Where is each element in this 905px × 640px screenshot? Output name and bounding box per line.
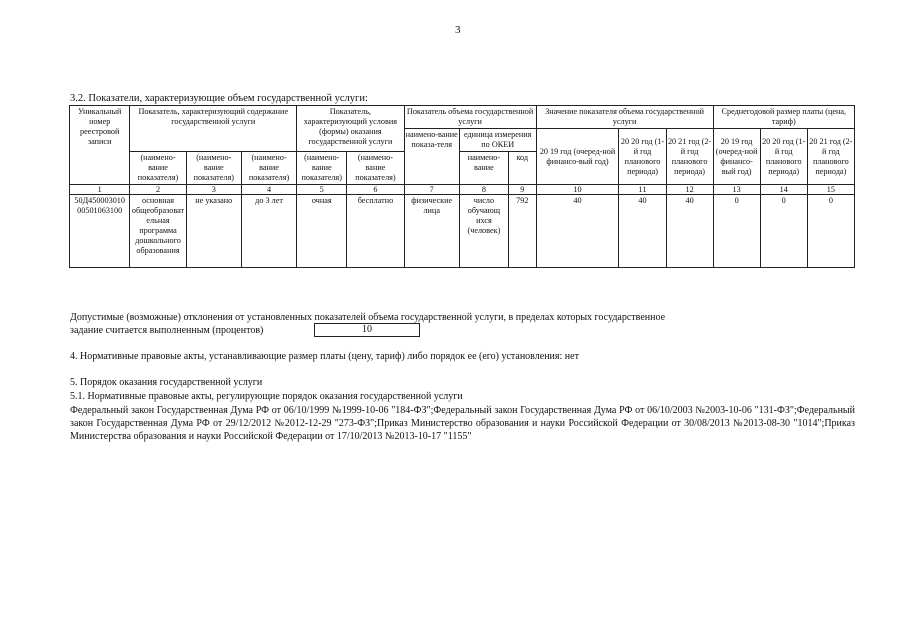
col-number: 3 [186, 185, 241, 195]
header-average-price: Среднегодовой размер платы (цена, тариф) [713, 106, 854, 129]
header-unique-number: Уникальный номер реестровой записи [70, 106, 130, 185]
cell-price-year-2: 0 [760, 195, 807, 268]
cell-program: основная общеобразоват ельная программа дошкольного образования [130, 195, 186, 268]
header-sub-indicator: (наимено-вание показателя) [347, 152, 404, 185]
header-year-3: 20 21 год (2-й год планового периода) [666, 129, 713, 185]
col-number: 1 [70, 185, 130, 195]
header-unit-code: код [508, 152, 536, 185]
col-number: 15 [807, 185, 854, 195]
section-4-text: 4. Нормативные правовые акты, устанавливающие размер платы (цену, тариф) либо порядок ее (его) установления: нет [70, 351, 579, 362]
col-number: 9 [508, 185, 536, 195]
table-row [70, 195, 855, 268]
header-sub-indicator: (наимено-вание показателя) [297, 152, 347, 185]
header-price-year-1: 20 19 год (очеред-ной финансо-вый год) [713, 129, 760, 185]
header-volume-indicator: Показатель объема государственной услуги [404, 106, 536, 129]
col-number: 13 [713, 185, 760, 195]
cell-content-2: не указано [186, 195, 241, 268]
cell-payment: бесплатно [347, 195, 404, 268]
header-price-year-2: 20 20 год (1-й год планового периода) [760, 129, 807, 185]
deviation-value-box: 10 [314, 323, 420, 337]
header-year-1: 20 19 год (очеред-ной финансо-вый год) [536, 129, 619, 185]
col-number: 4 [241, 185, 296, 195]
cell-unit-code: 792 [508, 195, 536, 268]
section-5-1-title: 5.1. Нормативные правовые акты, регулирующие порядок оказания государственной услуги [70, 391, 463, 402]
header-sub-indicator: (наимено-вание показателя) [186, 152, 241, 185]
section-title: 3.2. Показатели, характеризующие объем государственной услуги: [70, 93, 368, 104]
section-5-1-text: Федеральный закон Государственная Дума РФ от 06/10/1999 №1999-10-06 "184-ФЗ";Федеральный закон Государственная Дума РФ от 06/10/2003 №2003-10-06 "131-ФЗ";Федеральный закон Государственная Дума РФ от 29/12/2012 №2012-12-29 "273-ФЗ";Приказ Министерство образования и науки Российской Федерации от 30/08/2013 №2013-08-30 "1014";Приказ Министерства образования и науки Российской Федерации от 17/10/2013 №2013-10-17 "1155" [70, 405, 855, 442]
cell-content-3: до 3 лет [241, 195, 296, 268]
header-sub-indicator: (наимено-вание показателя) [241, 152, 296, 185]
header-content-indicator: Показатель, характеризующий содержание государственной услуги [130, 106, 297, 152]
cell-unit-name: число обучающ ихся (человек) [459, 195, 508, 268]
col-number: 7 [404, 185, 459, 195]
header-row-1 [70, 106, 855, 129]
cell-value-year-1: 40 [536, 195, 619, 268]
header-price-year-3: 20 21 год (2-й год планового периода) [807, 129, 854, 185]
column-number-row [70, 185, 855, 195]
volume-indicators-table [69, 105, 855, 268]
deviation-text-2: задание считается выполненным (процентов) [70, 325, 264, 336]
deviation-text: Допустимые (возможные) отклонения от установленных показателей объема государственной услуги, в пределах которых государственное [70, 312, 666, 323]
cell-recipients: физические лица [404, 195, 459, 268]
col-number: 6 [347, 185, 404, 195]
section-5-title: 5. Порядок оказания государственной услуги [70, 377, 263, 388]
cell-value-year-3: 40 [666, 195, 713, 268]
col-number: 14 [760, 185, 807, 195]
col-number: 2 [130, 185, 186, 195]
header-volume-value: Значение показателя объема государственной услуги [536, 106, 713, 129]
header-unit: единица измерения по ОКЕИ [459, 129, 536, 152]
cell-value-year-2: 40 [619, 195, 666, 268]
header-conditions-indicator: Показатель, характеризующий условия (формы) оказания государственной услуги [297, 106, 404, 152]
col-number: 5 [297, 185, 347, 195]
col-number: 10 [536, 185, 619, 195]
col-number: 11 [619, 185, 666, 195]
col-number: 12 [666, 185, 713, 195]
header-indicator-name: наимено-вание показа-теля [404, 129, 459, 185]
cell-price-year-3: 0 [807, 195, 854, 268]
header-year-2: 20 20 год (1-й год планового периода) [619, 129, 666, 185]
page-number: 3 [455, 24, 461, 36]
cell-unique-number: 50Д450003010 00501063100 [70, 195, 130, 268]
cell-form: очная [297, 195, 347, 268]
header-unit-name: наимено-вание [459, 152, 508, 185]
header-sub-indicator: (наимено-вание показателя) [130, 152, 186, 185]
cell-price-year-1: 0 [713, 195, 760, 268]
col-number: 8 [459, 185, 508, 195]
